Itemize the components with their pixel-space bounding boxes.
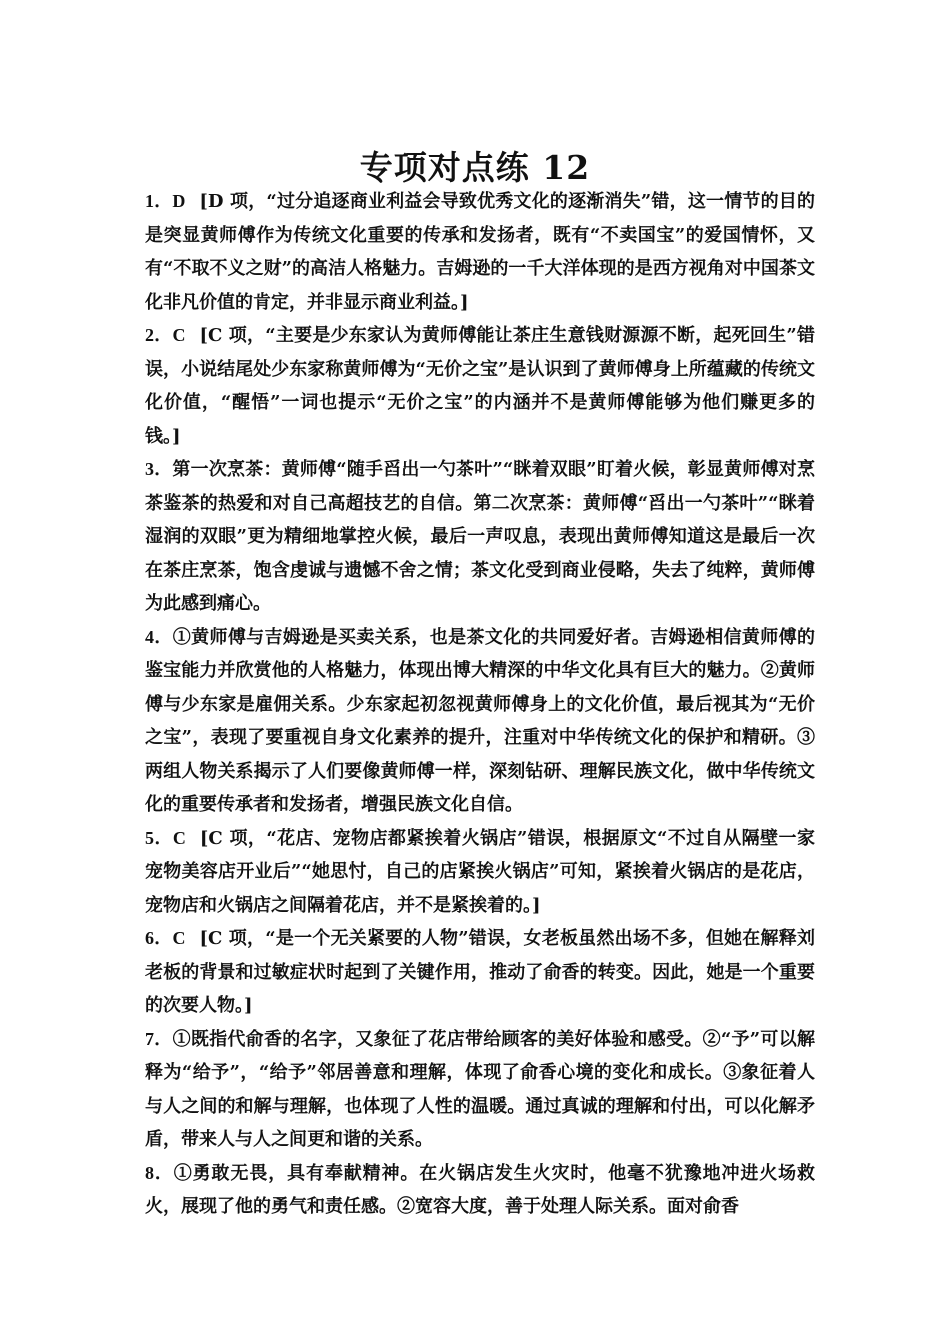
answer-explanation: [C 项，“主要是少东家认为黄师傅能让茶庄生意钱财源源不断，起死回生”错误，小说结尾处少东家称黄师傅为“无价之宝”是认识到了黄师傅身上所蕴藏的传统文化价值，“醒悟”一词也提示“无价之宝”的内涵并不是黄师傅能够为他们赚更多的钱。]	[145, 325, 815, 447]
answer-explanation: 第一次烹茶：黄师傅“随手舀出一勺茶叶”“眯着双眼”盯着火候，彰显黄师傅对烹茶鉴茶的热爱和对自己高超技艺的自信。第二次烹茶：黄师傅“舀出一勺茶叶”“眯着湿润的双眼”更为精细地掌控火候，最后一声叹息，表现出黄师傅知道这是最后一次在茶庄烹茶，饱含虔诚与遗憾不舍之情；茶文化受到商业侵略，失去了纯粹，黄师傅为此感到痛心。	[145, 459, 816, 614]
answer-number: 8．	[145, 1162, 174, 1183]
answer-choice: C	[172, 325, 186, 345]
answer-number: 3．	[145, 459, 173, 479]
answer-number: 5．	[145, 827, 173, 848]
answer-list	[145, 185, 815, 1224]
answer-number: 7．	[145, 1028, 173, 1049]
answer-explanation: ①黄师傅与吉姆逊是买卖关系，也是茶文化的共同爱好者。吉姆逊相信黄师傅的鉴宝能力并欣赏他的人格魅力，体现出博大精深的中华文化具有巨大的魅力。②黄师傅与少东家是雇佣关系。少东家起初忽视黄师傅身上的文化价值，最后视其为“无价之宝”，表现了要重视自身文化素养的提升，注重对中华传统文化的保护和精研。③两组人物关系揭示了人们要像黄师傅一样，深刻钻研、理解民族文化，做中华传统文化的重要传承者和发扬者，增强民族文化自信。	[145, 626, 816, 815]
answer-item-4	[145, 621, 815, 822]
answer-explanation: [C 项，“花店、宠物店都紧挨着火锅店”错误，根据原文“不过自从隔壁一家宠物美容店开业后”“她思忖，自己的店紧挨火锅店”可知，紧挨着火锅店的是花店，宠物店和火锅店之间隔着花店，并不是紧挨着的。]	[145, 827, 815, 916]
answer-item-7	[145, 1023, 815, 1157]
answer-choice: D	[172, 191, 186, 211]
answer-explanation: ①既指代俞香的名字，又象征了花店带给顾客的美好体验和感受。②“予”可以解释为“给予”，“给予”邻居善意和理解，体现了俞香心境的变化和成长。③象征着人与人之间的和解与理解，也体现了人性的温暖。通过真诚的理解和付出，可以化解矛盾，带来人与人之间更和谐的关系。	[145, 1028, 815, 1150]
answer-item-5	[145, 822, 815, 923]
answer-number: 6．	[145, 928, 173, 948]
answer-item-1	[145, 185, 815, 319]
answer-item-8	[145, 1157, 815, 1224]
answer-number: 1．	[145, 191, 173, 211]
answer-explanation: [D 项，“过分追逐商业利益会导致优秀文化的逐渐消失”错，这一情节的目的是突显黄师傅作为传统文化重要的传承和发扬者，既有“不卖国宝”的爱国情怀，又有“不取不义之财”的高洁人格魅力。吉姆逊的一千大洋体现的是西方视角对中国茶文化非凡价值的肯定，并非显示商业利益。]	[145, 191, 815, 313]
answer-number: 2．	[145, 325, 173, 345]
answer-explanation: [C 项，“是一个无关紧要的人物”错误，女老板虽然出场不多，但她在解释刘老板的背景和过敏症状时起到了关键作用，推动了俞香的转变。因此，她是一个重要的次要人物。]	[145, 928, 815, 1016]
answer-item-3	[145, 453, 815, 621]
answer-item-6	[145, 922, 815, 1023]
answer-number: 4．	[145, 626, 173, 647]
page-title: 专项对点练 12	[359, 148, 591, 188]
answer-item-2	[145, 319, 815, 453]
answer-choice: C	[172, 928, 186, 948]
answer-explanation: ①勇敢无畏，具有奉献精神。在火锅店发生火灾时，他毫不犹豫地冲进火场救火，展现了他的勇气和责任感。②宽容大度，善于处理人际关系。面对俞香	[145, 1162, 816, 1217]
answer-choice: C	[172, 827, 186, 848]
